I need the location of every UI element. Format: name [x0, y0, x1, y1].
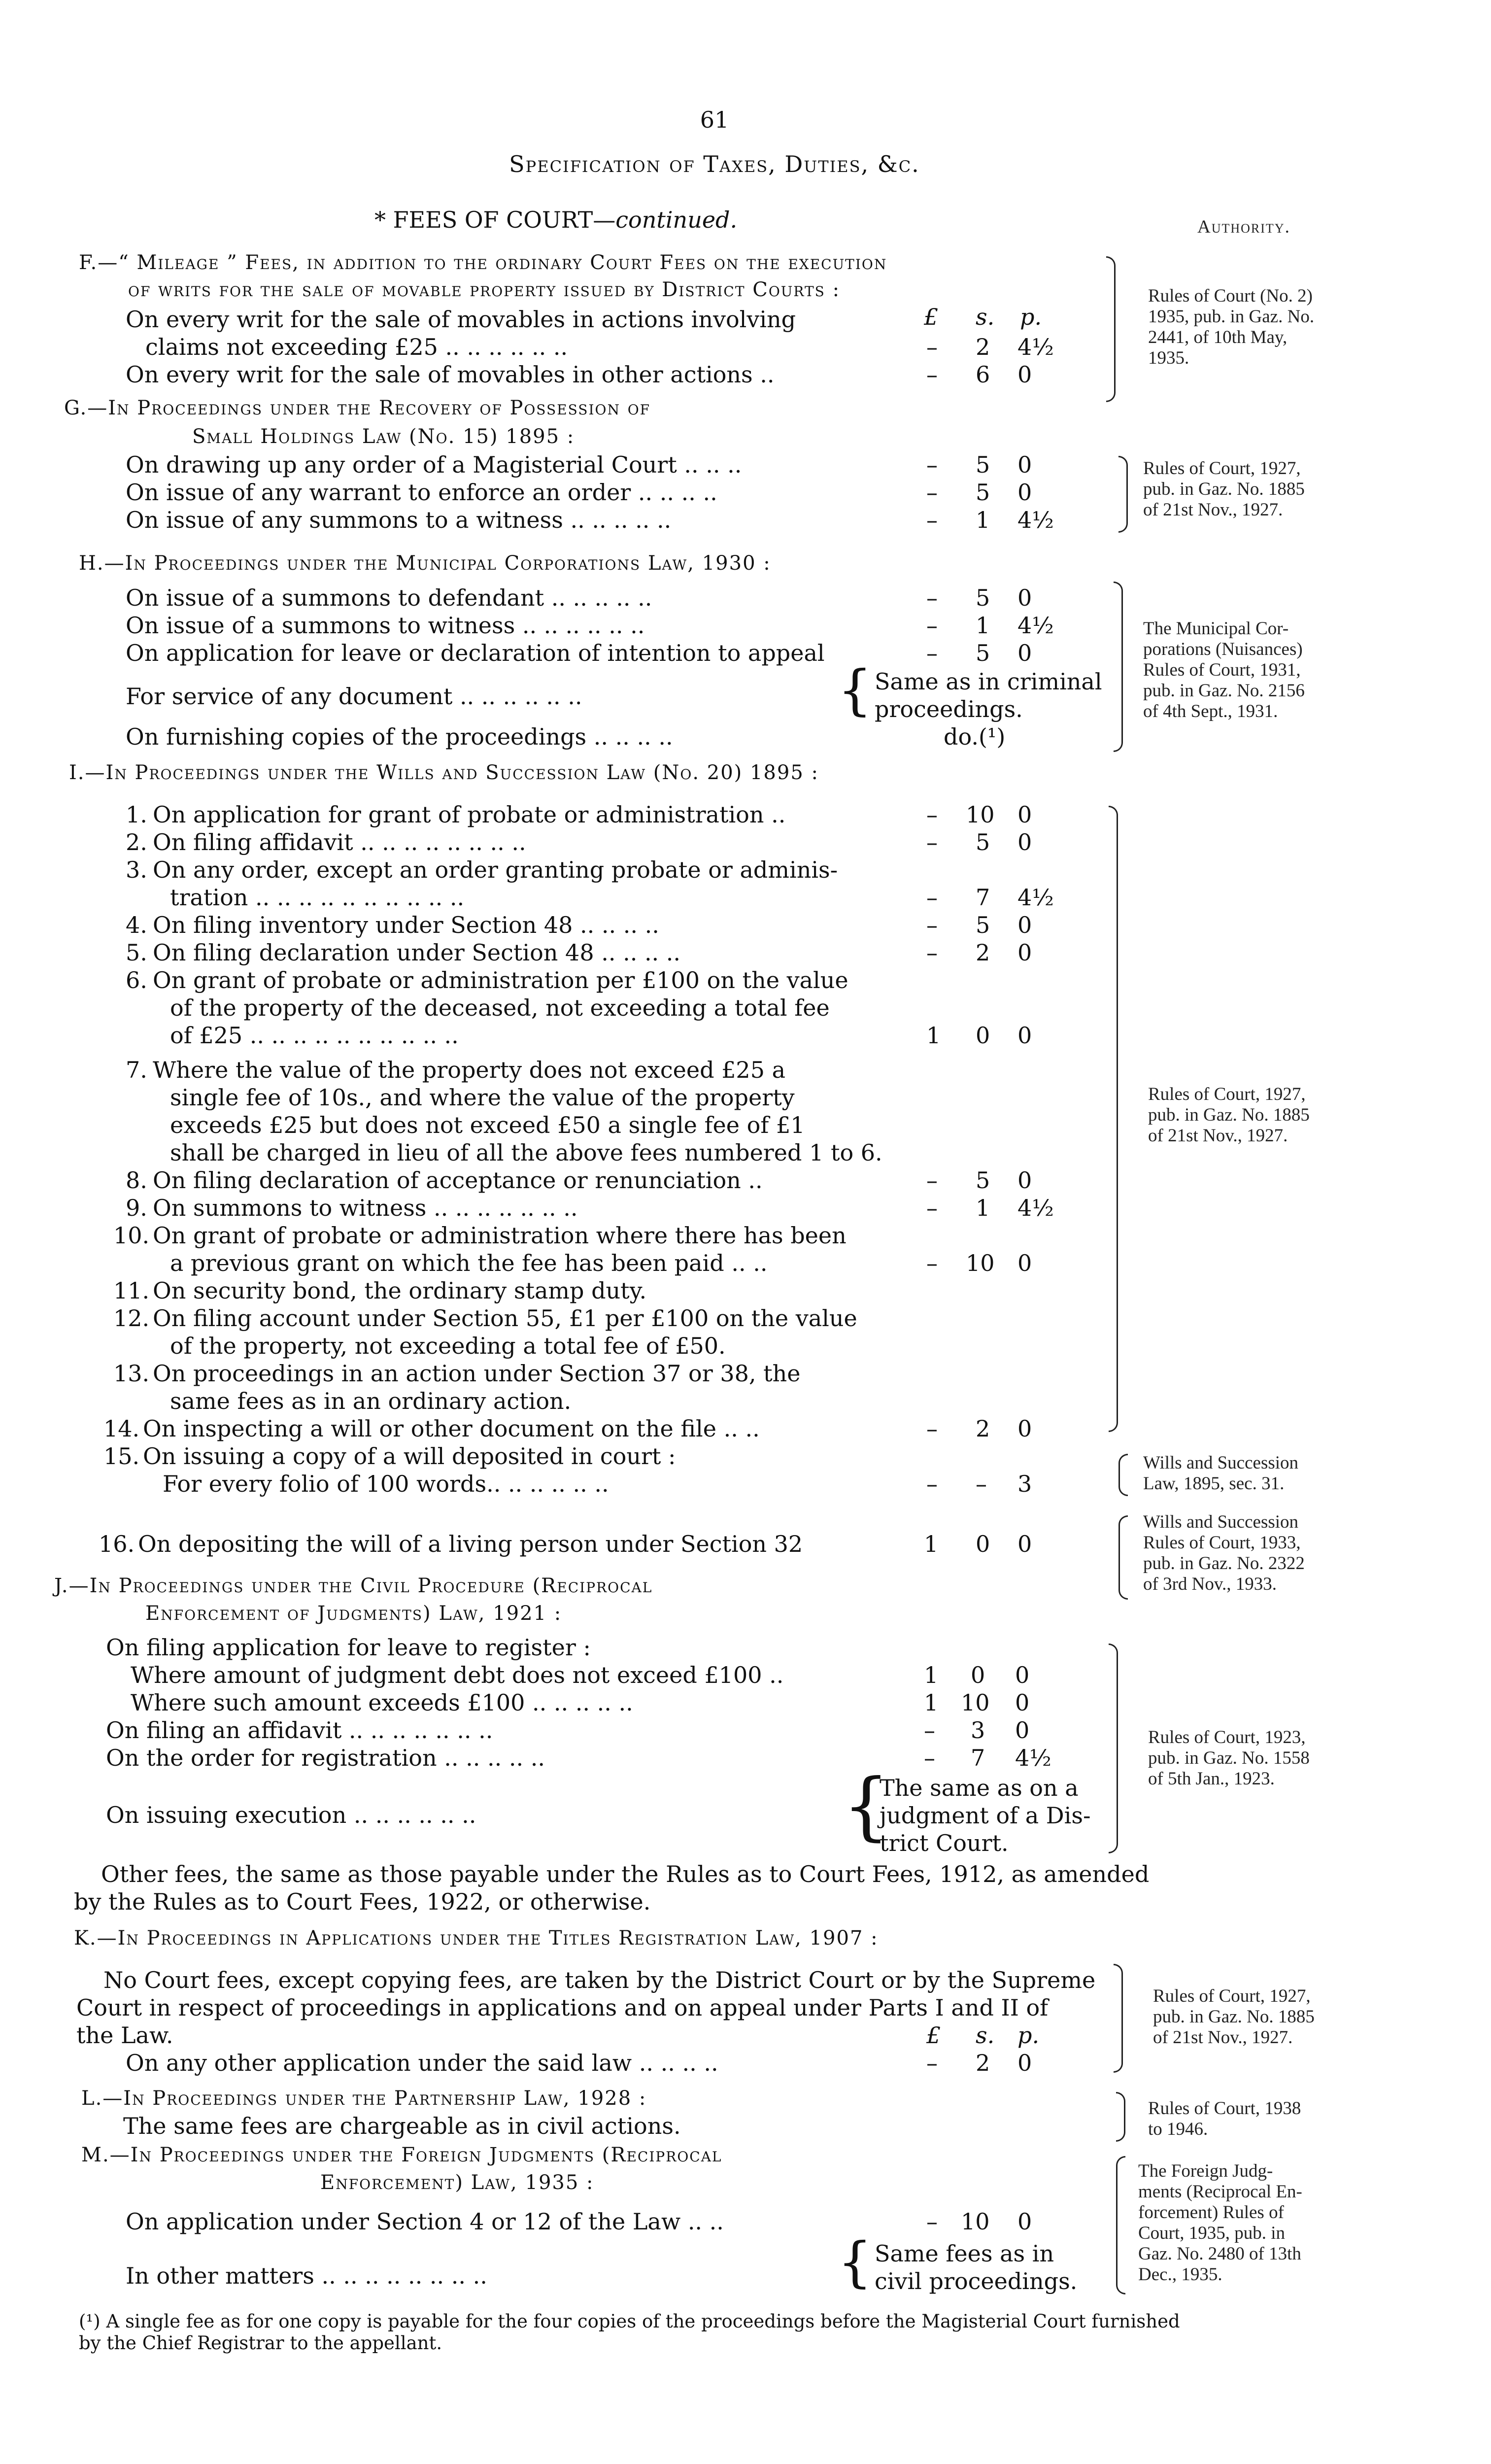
i-row-13-b: same fees as in an ordinary action. — [170, 1388, 572, 1414]
i-row-15-s: – — [976, 1471, 987, 1497]
i-row-5-s: 2 — [976, 939, 990, 966]
j-row-1-s: 0 — [971, 1662, 985, 1688]
k-brace — [1114, 1964, 1123, 2073]
g-row-2-s: 5 — [976, 479, 990, 506]
i-row-15-p: 3 — [1017, 1471, 1032, 1497]
i-row-1: On application for grant of probate or administration .. — [153, 801, 786, 828]
i-row-10: On grant of probate or administration where there has been — [153, 1222, 847, 1249]
g-row-1-p: 0 — [1017, 451, 1032, 478]
i-row-4-l: – — [926, 912, 938, 938]
i-row-14-p: 0 — [1017, 1415, 1032, 1442]
j-exec-value-3: trict Court. — [880, 1830, 1009, 1856]
section-i-heading: I.—In Proceedings under the Wills and Succession Law (No. 20) 1895 : — [69, 761, 819, 784]
i-15-authority: Wills and Succession Law, 1895, sec. 31. — [1143, 1453, 1299, 1494]
h-row-2-p: 4½ — [1017, 612, 1054, 639]
i-row-5-num: 5. — [126, 939, 147, 966]
i-row-7-b: single fee of 10s., and where the value of the property — [170, 1084, 795, 1111]
j-row-4: On the order for registration .. .. .. .. .. — [106, 1745, 545, 1771]
i-row-13: On proceedings in an action under Section 37 or 38, the — [153, 1360, 801, 1387]
section-h-heading: H.—In Proceedings under the Municipal Corporations Law, 1930 : — [79, 552, 771, 575]
i-row-2-l: – — [926, 829, 938, 856]
h-row-3-l: – — [926, 640, 938, 666]
m-row-p: 0 — [1017, 2208, 1032, 2235]
h-row-2-s: 1 — [976, 612, 990, 639]
footnote-line-2: by the Chief Registrar to the appellant. — [79, 2332, 442, 2354]
i-row-8-s: 5 — [976, 1167, 990, 1194]
i-row-3-p: 4½ — [1017, 884, 1054, 911]
l-brace — [1116, 2092, 1125, 2142]
i-row-3-l: – — [926, 884, 938, 911]
m-other-value-1: Same fees as in — [875, 2240, 1054, 2267]
i-row-7-d: shall be charged in lieu of all the above fees numbered 1 to 6. — [170, 1139, 882, 1166]
f-row-1b: claims not exceeding £25 .. .. .. .. .. .. — [145, 334, 568, 360]
j-row-2: Where such amount exceeds £100 .. .. .. .. .. — [131, 1689, 633, 1716]
i-row-6-p: 0 — [1017, 1022, 1032, 1049]
h-brace — [1114, 582, 1123, 752]
i-row-9-s: 1 — [976, 1195, 990, 1221]
i-row-9-p: 4½ — [1017, 1195, 1054, 1221]
i-row-6-c: of £25 .. .. .. .. .. .. .. .. .. .. — [170, 1022, 459, 1049]
i-row-11: On security bond, the ordinary stamp duty. — [153, 1277, 647, 1304]
i-row-2-p: 0 — [1017, 829, 1032, 856]
f-row-1-p: 4½ — [1017, 334, 1054, 360]
i-row-14-num: 14. — [103, 1415, 140, 1442]
h-row-2-l: – — [926, 612, 938, 639]
i-row-3: On any order, except an order granting probate or adminis- — [153, 856, 838, 883]
section-title: * FEES OF COURT—continued. — [374, 206, 738, 233]
k-col-pence: p. — [1017, 2022, 1040, 2049]
i-row-16-p: 0 — [1017, 1531, 1032, 1557]
h-row-1-s: 5 — [976, 584, 990, 611]
m-other-brace: { — [838, 2230, 872, 2293]
i-row-16-l: 1 — [924, 1531, 939, 1557]
i-row-9-l: – — [926, 1195, 938, 1221]
i-row-3-b: tration .. .. .. .. .. .. .. .. .. .. — [170, 884, 465, 911]
i-row-6-l: 1 — [926, 1022, 941, 1049]
i-row-13-num: 13. — [113, 1360, 150, 1387]
section-m-heading: M.—In Proceedings under the Foreign Judgments (Reciprocal — [81, 2144, 722, 2166]
i-row-10-b: a previous grant on which the fee has been paid .. .. — [170, 1250, 768, 1276]
i-row-8-l: – — [926, 1167, 938, 1194]
l-text: The same fees are chargeable as in civil actions. — [123, 2113, 681, 2139]
i-row-1-s: 10 — [966, 801, 995, 828]
authority-heading: Authority. — [1197, 217, 1290, 237]
j-intro: On filing application for leave to register : — [106, 1634, 591, 1661]
i-row-6-s: 0 — [976, 1022, 990, 1049]
g-row-3-l: – — [926, 507, 938, 533]
i-row-10-p: 0 — [1017, 1250, 1032, 1276]
h-service: For service of any document .. .. .. .. .. .. — [126, 683, 582, 710]
k-row-l: – — [926, 2050, 938, 2076]
h-row-1-p: 0 — [1017, 584, 1032, 611]
h-row-3: On application for leave or declaration of intention to appeal — [126, 640, 825, 666]
j-row-1-l: 1 — [924, 1662, 939, 1688]
section-g-heading: G.—In Proceedings under the Recovery of Possession of — [64, 397, 651, 419]
h-copies-value: do.(¹) — [944, 723, 1006, 750]
section-j-heading: J.—In Proceedings under the Civil Procedure (Reciprocal — [54, 1574, 653, 1597]
f-row-1-s: 2 — [976, 334, 990, 360]
running-head: Specification of Taxes, Duties, &c. — [509, 151, 920, 177]
col-pence: p. — [1020, 304, 1042, 330]
i-row-4-p: 0 — [1017, 912, 1032, 938]
i-15-brace — [1118, 1454, 1128, 1496]
i-row-8: On filing declaration of acceptance or renunciation .. — [153, 1167, 763, 1194]
k-para-3: the Law. — [76, 2022, 173, 2049]
k-row: On any other application under the said law .. .. .. .. — [126, 2050, 718, 2076]
i-row-5: On filing declaration under Section 48 .. .. .. .. — [153, 939, 681, 966]
col-shillings: s. — [976, 304, 995, 330]
g-row-1-l: – — [926, 451, 938, 478]
j-other-1: Other fees, the same as those payable under the Rules as to Court Fees, 1912, as amended — [101, 1861, 1150, 1887]
g-row-1-s: 5 — [976, 451, 990, 478]
i-row-1-num: 1. — [126, 801, 147, 828]
m-row-l: – — [926, 2208, 938, 2235]
i-16-brace — [1118, 1515, 1128, 1600]
i-row-10-l: – — [926, 1250, 938, 1276]
m-other-value-2: civil proceedings. — [875, 2268, 1078, 2294]
k-col-shillings: s. — [976, 2022, 995, 2049]
j-row-2-l: 1 — [924, 1689, 939, 1716]
i-row-16-s: 0 — [976, 1531, 990, 1557]
i-16-authority: Wills and Succession Rules of Court, 1933, pub. in Gaz. No. 2322 of 3rd Nov., 1933. — [1143, 1512, 1305, 1594]
f-row-2-s: 6 — [976, 361, 990, 388]
j-row-3-s: 3 — [971, 1717, 985, 1744]
i-row-1-l: – — [926, 801, 938, 828]
m-other: In other matters .. .. .. .. .. .. .. .. — [126, 2262, 487, 2289]
h-service-value-1: Same as in criminal — [875, 668, 1102, 695]
h-copies: On furnishing copies of the proceedings .. .. .. .. — [126, 723, 673, 750]
i-row-6: On grant of probate or administration per £100 on the value — [153, 967, 848, 993]
f-row-2-p: 0 — [1017, 361, 1032, 388]
i-row-15-b: For every folio of 100 words.. .. .. .. .. .. — [163, 1471, 609, 1497]
h-row-1-l: – — [926, 584, 938, 611]
g-brace — [1118, 456, 1128, 533]
m-row: On application under Section 4 or 12 of the Law .. .. — [126, 2208, 724, 2235]
i-row-8-p: 0 — [1017, 1167, 1032, 1194]
i-row-3-s: 7 — [976, 884, 990, 911]
k-para-2: Court in respect of proceedings in applications and on appeal under Parts I and II of — [76, 1994, 1049, 2021]
l-authority: Rules of Court, 1938 to 1946. — [1148, 2098, 1301, 2139]
i-row-16-num: 16. — [99, 1531, 135, 1557]
h-row-3-s: 5 — [976, 640, 990, 666]
i-row-2: On filing affidavit .. .. .. .. .. .. .. .. — [153, 829, 526, 856]
f-row-2: On every writ for the sale of movables in other actions .. — [126, 361, 775, 388]
i-row-14-l: – — [926, 1415, 938, 1442]
j-authority: Rules of Court, 1923, pub. in Gaz. No. 1558 of 5th Jan., 1923. — [1148, 1727, 1310, 1789]
j-exec-value-1: The same as on a — [880, 1775, 1079, 1801]
j-row-4-p: 4½ — [1015, 1745, 1051, 1771]
i-row-12: On filing account under Section 55, £1 per £100 on the value — [153, 1305, 857, 1332]
g-row-2-p: 0 — [1017, 479, 1032, 506]
j-row-1-p: 0 — [1015, 1662, 1030, 1688]
section-f-heading: F.—“ Mileage ” Fees, in addition to the ordinary Court Fees on the execution — [79, 251, 887, 274]
k-para-1: No Court fees, except copying fees, are taken by the District Court or by the Supreme — [103, 1967, 1096, 1993]
h-row-3-p: 0 — [1017, 640, 1032, 666]
i-row-15: On issuing a copy of a will deposited in court : — [143, 1443, 676, 1470]
g-row-2-l: – — [926, 479, 938, 506]
m-row-s: 10 — [961, 2208, 990, 2235]
j-row-2-s: 10 — [961, 1689, 990, 1716]
h-service-brace: { — [838, 658, 872, 721]
j-row-3-p: 0 — [1015, 1717, 1030, 1744]
i-row-6-b: of the property of the deceased, not exceeding a total fee — [170, 994, 830, 1021]
f-row-1-l: – — [926, 334, 938, 360]
i-row-3-num: 3. — [126, 856, 147, 883]
i-row-12-num: 12. — [113, 1305, 150, 1332]
k-col-pounds: £ — [926, 2022, 941, 2049]
j-brace — [1109, 1643, 1118, 1853]
i-authority: Rules of Court, 1927, pub. in Gaz. No. 1885 of 21st Nov., 1927. — [1148, 1084, 1310, 1146]
i-brace — [1109, 806, 1118, 1432]
i-row-9: On summons to witness .. .. .. .. .. .. .. — [153, 1195, 578, 1221]
i-row-7: Where the value of the property does not exceed £25 a — [153, 1057, 786, 1083]
j-row-4-s: 7 — [971, 1745, 985, 1771]
m-brace — [1116, 2156, 1125, 2294]
g-row-2: On issue of any warrant to enforce an order .. .. .. .. — [126, 479, 717, 506]
col-pounds: £ — [924, 304, 939, 330]
g-row-3-s: 1 — [976, 507, 990, 533]
i-row-11-num: 11. — [113, 1277, 150, 1304]
j-exec-brace: { — [843, 1763, 890, 1849]
h-row-1: On issue of a summons to defendant .. .. .. .. .. — [126, 584, 652, 611]
i-row-4-num: 4. — [126, 912, 147, 938]
i-row-15-num: 15. — [103, 1443, 140, 1470]
k-authority: Rules of Court, 1927, pub. in Gaz. No. 1885 of 21st Nov., 1927. — [1153, 1986, 1315, 2048]
j-row-3-l: – — [924, 1717, 935, 1744]
i-row-2-num: 2. — [126, 829, 147, 856]
section-j-heading-2: Enforcement of Judgments) Law, 1921 : — [145, 1602, 562, 1625]
i-row-10-s: 10 — [966, 1250, 995, 1276]
i-row-5-l: – — [926, 939, 938, 966]
k-row-p: 0 — [1017, 2050, 1032, 2076]
h-authority: The Municipal Cor- porations (Nuisances) Rules of Court, 1931, pub. in Gaz. No. 2156 of 4th Sept., 1931. — [1143, 618, 1305, 721]
i-row-4-s: 5 — [976, 912, 990, 938]
i-row-14: On inspecting a will or other document on the file .. .. — [143, 1415, 760, 1442]
f-authority: Rules of Court (No. 2) 1935, pub. in Gaz. No. 2441, of 10th May, 1935. — [1148, 286, 1315, 368]
i-row-4: On filing inventory under Section 48 .. .. .. .. — [153, 912, 659, 938]
h-service-value-2: proceedings. — [875, 696, 1023, 722]
section-l-heading: L.—In Proceedings under the Partnership Law, 1928 : — [81, 2087, 647, 2110]
g-authority: Rules of Court, 1927, pub. in Gaz. No. 1885 of 21st Nov., 1927. — [1143, 458, 1305, 520]
k-row-s: 2 — [976, 2050, 990, 2076]
f-row-1a: On every writ for the sale of movables in actions involving — [126, 306, 796, 333]
j-row-3: On filing an affidavit .. .. .. .. .. .. .. — [106, 1717, 493, 1744]
i-row-9-num: 9. — [126, 1195, 147, 1221]
i-row-2-s: 5 — [976, 829, 990, 856]
section-g-heading-2: Small Holdings Law (No. 15) 1895 : — [192, 425, 575, 448]
i-row-8-num: 8. — [126, 1167, 147, 1194]
page-number: 61 — [700, 106, 729, 133]
j-exec-value-2: judgment of a Dis- — [880, 1802, 1091, 1829]
i-row-15-l: – — [926, 1471, 938, 1497]
i-row-6-num: 6. — [126, 967, 147, 993]
j-row-2-p: 0 — [1015, 1689, 1030, 1716]
j-exec: On issuing execution .. .. .. .. .. .. — [106, 1802, 476, 1828]
j-row-4-l: – — [924, 1745, 935, 1771]
i-row-14-s: 2 — [976, 1415, 990, 1442]
footnote-line-1: (¹) A single fee as for one copy is payable for the four copies of the proceedings before the Magisterial Court furnished — [79, 2311, 1180, 2332]
i-row-5-p: 0 — [1017, 939, 1032, 966]
section-m-heading-2: Enforcement) Law, 1935 : — [320, 2171, 594, 2194]
i-row-16: On depositing the will of a living person under Section 32 — [138, 1531, 803, 1557]
j-row-1: Where amount of judgment debt does not exceed £100 .. — [131, 1662, 784, 1688]
i-row-10-num: 10. — [113, 1222, 150, 1249]
i-row-7-c: exceeds £25 but does not exceed £50 a single fee of £1 — [170, 1112, 805, 1138]
h-row-2: On issue of a summons to witness .. .. .. .. .. .. — [126, 612, 645, 639]
i-row-12-b: of the property, not exceeding a total fee of £50. — [170, 1333, 726, 1359]
g-row-3: On issue of any summons to a witness .. .. .. .. .. — [126, 507, 672, 533]
i-row-1-p: 0 — [1017, 801, 1032, 828]
g-row-1: On drawing up any order of a Magisterial Court .. .. .. — [126, 451, 742, 478]
g-row-3-p: 4½ — [1017, 507, 1054, 533]
f-brace — [1106, 256, 1116, 402]
f-row-2-l: – — [926, 361, 938, 388]
m-authority: The Foreign Judg- ments (Reciprocal En- forcement) Rules of Court, 1935, pub. in Gaz. No. 2480 of 13th Dec., 1935. — [1138, 2161, 1302, 2285]
section-k-heading: K.—In Proceedings in Applications under the Titles Registration Law, 1907 : — [74, 1927, 879, 1950]
section-f-heading-2: of writs for the sale of movable property issued by District Courts : — [128, 278, 841, 301]
i-row-7-num: 7. — [126, 1057, 147, 1083]
j-other-2: by the Rules as to Court Fees, 1922, or otherwise. — [74, 1888, 651, 1915]
